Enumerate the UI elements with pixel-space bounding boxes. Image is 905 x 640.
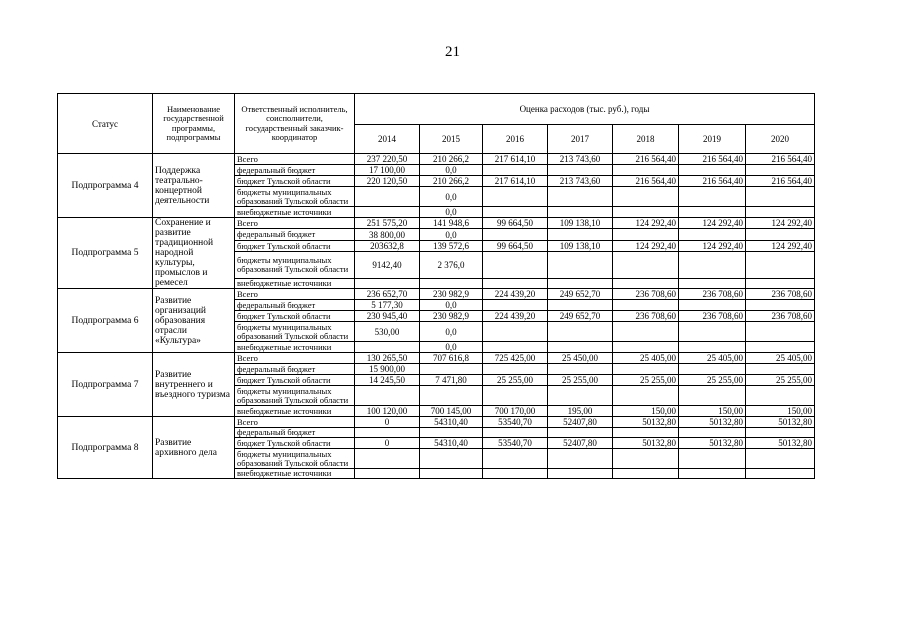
- expense-value: [420, 386, 483, 406]
- expense-value: 203632,8: [355, 240, 420, 251]
- expense-value: 25 405,00: [613, 353, 679, 364]
- expense-value: [548, 207, 613, 218]
- expense-value: [483, 386, 548, 406]
- expense-value: 251 575,20: [355, 218, 420, 229]
- expense-value: 100 120,00: [355, 406, 420, 417]
- expense-value: [746, 342, 815, 353]
- expense-value: 230 945,40: [355, 311, 420, 322]
- expense-value: [355, 386, 420, 406]
- expense-value: 0,0: [420, 300, 483, 311]
- funding-source: Всего: [235, 417, 355, 428]
- expense-value: 124 292,40: [679, 240, 746, 251]
- expense-value: [746, 252, 815, 278]
- table-row: [58, 154, 815, 165]
- expense-value: [420, 428, 483, 438]
- funding-source: бюджет Тульской области: [235, 311, 355, 322]
- expense-value: 0: [355, 417, 420, 428]
- expense-value: 236 652,70: [355, 289, 420, 300]
- expense-value: 25 255,00: [483, 375, 548, 386]
- expense-value: [746, 300, 815, 311]
- expense-value: [679, 449, 746, 469]
- table-row: [58, 289, 815, 300]
- header-year: 2020: [746, 125, 815, 154]
- header-year: 2014: [355, 125, 420, 154]
- expense-value: [483, 278, 548, 288]
- expense-value: [679, 300, 746, 311]
- expense-value: [548, 342, 613, 353]
- funding-source: внебюджетные источники: [235, 278, 355, 288]
- expense-value: [420, 278, 483, 288]
- expense-value: [613, 322, 679, 342]
- subprogram-status: Подпрограмма 5: [58, 218, 153, 289]
- expense-value: 236 708,60: [613, 311, 679, 322]
- expense-value: [548, 386, 613, 406]
- expense-value: 213 743,60: [548, 154, 613, 165]
- expense-value: [355, 342, 420, 353]
- expense-value: [548, 165, 613, 176]
- expense-value: [483, 342, 548, 353]
- expense-value: 124 292,40: [613, 218, 679, 229]
- expense-value: 150,00: [746, 406, 815, 417]
- expense-value: 5 177,30: [355, 300, 420, 311]
- expense-value: 216 564,40: [679, 154, 746, 165]
- expense-value: 195,00: [548, 406, 613, 417]
- expense-value: 216 564,40: [679, 176, 746, 187]
- expense-value: 0: [355, 438, 420, 449]
- expense-value: 0,0: [420, 165, 483, 176]
- funding-source: бюджет Тульской области: [235, 438, 355, 449]
- expense-value: 217 614,10: [483, 154, 548, 165]
- subprogram-status: Подпрограмма 7: [58, 353, 153, 417]
- expense-value: 230 982,9: [420, 289, 483, 300]
- header-year: 2018: [613, 125, 679, 154]
- expense-value: [746, 428, 815, 438]
- funding-source: внебюджетные источники: [235, 406, 355, 417]
- expense-value: 700 145,00: [420, 406, 483, 417]
- expense-value: 52407,80: [548, 417, 613, 428]
- expense-value: [483, 187, 548, 207]
- expense-value: 109 138,10: [548, 218, 613, 229]
- expense-value: 25 255,00: [746, 375, 815, 386]
- expense-value: [355, 278, 420, 288]
- expense-value: 15 900,00: [355, 364, 420, 375]
- expense-value: [613, 364, 679, 375]
- expense-value: 230 982,9: [420, 311, 483, 322]
- expense-value: 17 100,00: [355, 165, 420, 176]
- funding-source: Всего: [235, 353, 355, 364]
- funding-source: бюджеты муниципальных образований Тульской области: [235, 322, 355, 342]
- expense-value: [420, 364, 483, 375]
- expense-value: 0,0: [420, 229, 483, 240]
- expense-value: [355, 207, 420, 218]
- expense-value: 25 255,00: [613, 375, 679, 386]
- expense-value: 224 439,20: [483, 289, 548, 300]
- expense-value: [746, 229, 815, 240]
- expense-value: 210 266,2: [420, 176, 483, 187]
- expense-value: [679, 187, 746, 207]
- expense-value: 220 120,50: [355, 176, 420, 187]
- expense-value: [548, 428, 613, 438]
- funding-source: внебюджетные источники: [235, 207, 355, 218]
- expense-value: [679, 342, 746, 353]
- header-status: Статус: [58, 94, 153, 154]
- expense-value: 25 450,00: [548, 353, 613, 364]
- expense-value: 700 170,00: [483, 406, 548, 417]
- expense-value: 38 800,00: [355, 229, 420, 240]
- page-number: 21: [445, 44, 460, 60]
- expense-value: [355, 428, 420, 438]
- expense-value: 52407,80: [548, 438, 613, 449]
- expense-value: [483, 449, 548, 469]
- expense-value: [483, 229, 548, 240]
- expense-value: 99 664,50: [483, 240, 548, 251]
- budget-table: [57, 93, 815, 479]
- expense-value: 0,0: [420, 322, 483, 342]
- expense-value: [548, 278, 613, 288]
- expense-value: 216 564,40: [746, 154, 815, 165]
- expense-value: [746, 278, 815, 288]
- table-row: [58, 218, 815, 229]
- expense-value: 2 376,0: [420, 252, 483, 278]
- funding-source: Всего: [235, 154, 355, 165]
- expense-value: [548, 252, 613, 278]
- expense-value: [613, 165, 679, 176]
- expense-value: [679, 322, 746, 342]
- expense-value: 53540,70: [483, 417, 548, 428]
- header-estimate: Оценка расходов (тыс. руб.), годы: [355, 94, 815, 125]
- expense-value: 0,0: [420, 342, 483, 353]
- expense-value: [679, 469, 746, 479]
- subprogram-status: Подпрограмма 4: [58, 154, 153, 218]
- expense-value: 236 708,60: [746, 311, 815, 322]
- expense-value: [483, 469, 548, 479]
- expense-value: 150,00: [613, 406, 679, 417]
- expense-value: [746, 165, 815, 176]
- expense-value: [613, 300, 679, 311]
- funding-source: федеральный бюджет: [235, 300, 355, 311]
- expense-value: [613, 278, 679, 288]
- funding-source: Всего: [235, 289, 355, 300]
- expense-value: [679, 229, 746, 240]
- expense-value: 50132,80: [613, 417, 679, 428]
- expense-value: [483, 165, 548, 176]
- subprogram-name: Развитие внутреннего и въездного туризма: [153, 353, 235, 417]
- expense-value: [613, 386, 679, 406]
- expense-value: [746, 187, 815, 207]
- expense-value: [746, 207, 815, 218]
- funding-source: бюджеты муниципальных образований Тульской области: [235, 252, 355, 278]
- expense-value: 236 708,60: [679, 289, 746, 300]
- header-year: 2017: [548, 125, 613, 154]
- expense-value: [746, 364, 815, 375]
- expense-value: 0,0: [420, 187, 483, 207]
- expense-value: 0,0: [420, 207, 483, 218]
- expense-value: 707 616,8: [420, 353, 483, 364]
- header-year: 2019: [679, 125, 746, 154]
- funding-source: федеральный бюджет: [235, 165, 355, 176]
- expense-value: 25 405,00: [679, 353, 746, 364]
- expense-value: [679, 278, 746, 288]
- expense-value: [746, 322, 815, 342]
- expense-value: 249 652,70: [548, 311, 613, 322]
- expense-value: 124 292,40: [746, 240, 815, 251]
- funding-source: бюджеты муниципальных образований Тульской области: [235, 386, 355, 406]
- expense-value: 150,00: [679, 406, 746, 417]
- expense-value: 217 614,10: [483, 176, 548, 187]
- expense-value: 210 266,2: [420, 154, 483, 165]
- expense-value: 25 255,00: [679, 375, 746, 386]
- expense-value: [548, 229, 613, 240]
- expense-value: [679, 386, 746, 406]
- expense-value: 236 708,60: [613, 289, 679, 300]
- expense-value: [355, 469, 420, 479]
- expense-value: 224 439,20: [483, 311, 548, 322]
- expense-value: [483, 428, 548, 438]
- expense-value: [483, 322, 548, 342]
- expense-value: 139 572,6: [420, 240, 483, 251]
- expense-value: [679, 165, 746, 176]
- funding-source: бюджет Тульской области: [235, 240, 355, 251]
- expense-value: 124 292,40: [679, 218, 746, 229]
- expense-value: [613, 428, 679, 438]
- header-year: 2016: [483, 125, 548, 154]
- expense-value: 54310,40: [420, 438, 483, 449]
- expense-value: 99 664,50: [483, 218, 548, 229]
- table-row: [58, 353, 815, 364]
- expense-value: [420, 469, 483, 479]
- expense-value: [613, 252, 679, 278]
- expense-value: [746, 469, 815, 479]
- expense-value: 25 255,00: [548, 375, 613, 386]
- header-year: 2015: [420, 125, 483, 154]
- expense-value: [746, 449, 815, 469]
- funding-source: федеральный бюджет: [235, 428, 355, 438]
- expense-value: 124 292,40: [613, 240, 679, 251]
- expense-value: 50132,80: [746, 438, 815, 449]
- expense-value: 53540,70: [483, 438, 548, 449]
- expense-value: 725 425,00: [483, 353, 548, 364]
- expense-value: [355, 449, 420, 469]
- expense-value: [613, 229, 679, 240]
- expense-value: [679, 207, 746, 218]
- expense-value: [613, 449, 679, 469]
- expense-value: [548, 449, 613, 469]
- expense-value: 236 708,60: [679, 311, 746, 322]
- expense-value: [548, 322, 613, 342]
- expense-value: [355, 187, 420, 207]
- expense-value: [613, 469, 679, 479]
- expense-value: 130 265,50: [355, 353, 420, 364]
- expense-value: [548, 300, 613, 311]
- expense-value: 54310,40: [420, 417, 483, 428]
- expense-value: [746, 386, 815, 406]
- subprogram-status: Подпрограмма 8: [58, 417, 153, 479]
- funding-source: федеральный бюджет: [235, 229, 355, 240]
- table-row: [58, 417, 815, 428]
- expense-value: 9142,40: [355, 252, 420, 278]
- expense-value: 237 220,50: [355, 154, 420, 165]
- expense-value: 124 292,40: [746, 218, 815, 229]
- expense-value: 7 471,80: [420, 375, 483, 386]
- expense-value: [483, 364, 548, 375]
- expense-value: 216 564,40: [613, 154, 679, 165]
- subprogram-name: Развитие организаций образования отрасли «Культура»: [153, 289, 235, 353]
- expense-value: 236 708,60: [746, 289, 815, 300]
- expense-value: 249 652,70: [548, 289, 613, 300]
- subprogram-name: Сохранение и развитие традиционной народной культуры, промыслов и ремесел: [153, 218, 235, 289]
- funding-source: Всего: [235, 218, 355, 229]
- header-responsible: Ответственный исполнитель, соисполнители, государственный заказчик-координатор: [235, 94, 355, 154]
- expense-value: [679, 428, 746, 438]
- expense-value: 141 948,6: [420, 218, 483, 229]
- funding-source: бюджеты муниципальных образований Тульской области: [235, 187, 355, 207]
- funding-source: федеральный бюджет: [235, 364, 355, 375]
- funding-source: внебюджетные источники: [235, 469, 355, 479]
- expense-value: [483, 300, 548, 311]
- expense-value: 50132,80: [746, 417, 815, 428]
- subprogram-name: Развитие архивного дела: [153, 417, 235, 479]
- expense-value: 216 564,40: [746, 176, 815, 187]
- subprogram-status: Подпрограмма 6: [58, 289, 153, 353]
- expense-value: [679, 364, 746, 375]
- expense-value: [548, 187, 613, 207]
- funding-source: бюджет Тульской области: [235, 176, 355, 187]
- expense-value: [548, 364, 613, 375]
- subprogram-name: Поддержка театрально-концертной деятельности: [153, 154, 235, 218]
- expense-value: [548, 469, 613, 479]
- funding-source: бюджеты муниципальных образований Тульской области: [235, 449, 355, 469]
- expense-value: [483, 252, 548, 278]
- expense-value: [420, 449, 483, 469]
- expense-value: 50132,80: [613, 438, 679, 449]
- expense-value: 213 743,60: [548, 176, 613, 187]
- expense-value: 109 138,10: [548, 240, 613, 251]
- expense-value: [613, 187, 679, 207]
- funding-source: бюджет Тульской области: [235, 375, 355, 386]
- funding-source: внебюджетные источники: [235, 342, 355, 353]
- expense-value: [613, 342, 679, 353]
- expense-value: 25 405,00: [746, 353, 815, 364]
- expense-value: [679, 252, 746, 278]
- header-program-name: Наименование государственной программы, подпрограммы: [153, 94, 235, 154]
- expense-value: 50132,80: [679, 438, 746, 449]
- expense-value: 216 564,40: [613, 176, 679, 187]
- expense-value: 50132,80: [679, 417, 746, 428]
- expense-value: 14 245,50: [355, 375, 420, 386]
- expense-value: [483, 207, 548, 218]
- expense-value: 530,00: [355, 322, 420, 342]
- expense-value: [613, 207, 679, 218]
